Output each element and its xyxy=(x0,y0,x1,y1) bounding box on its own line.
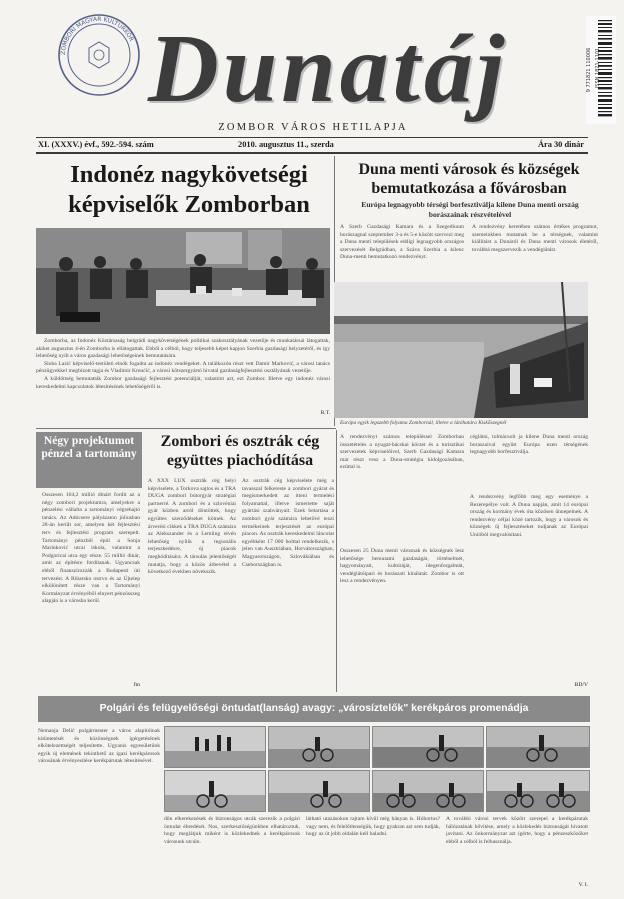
bike-photo-3 xyxy=(372,726,484,768)
article2-col5: céglátni, tolmácsolt ja kilene Duna menti ország boraszaival együtt Európa ezen térségének legnagyobb borfesztiválja. xyxy=(470,434,588,456)
article1-body xyxy=(36,338,330,410)
article5-col4: A további városi tervek között szerepel a kerékpárutak hálózatának bővítése, amely a közlekedés biztonságát hivatott javítani. Az önkormányzat azt ígérte, hogy a pénzeszközöket ebből a célból is felhasználja. xyxy=(446,816,588,845)
bike-photo-2 xyxy=(268,726,370,768)
article2-col2: A rendezvény keretében számos értékes programot, szemeinkben mutatnak be a térségnek, valamint kiállítást a Dunáról és Duna menti városok életéről, továbbá megszervezik a vendéglátást. xyxy=(472,224,598,253)
section-rule xyxy=(36,428,336,429)
bike-photo-4 xyxy=(486,726,590,768)
issn-label: ISSN 1821-1101 xyxy=(595,47,601,89)
masthead-title: Dunatáj xyxy=(148,15,509,123)
barcode-digits: 9 771821 110006 xyxy=(586,47,592,93)
article3-body: Összesen 104,2 millió dinárt fordít az a négy zombori projektumra, amelyekre a pénzelési vállalta a tartományi végrehajtó tanács. Az Adócsere pályázaton júliusban 28-án került sor, amelyen két fejlesztési terv és fejlesztési program szerepelt. Tartományi pénzből épül a Sonja Marinković utcai iskola, valamint a Podgoricai utca egy része. 55 millió dinár, amit az építésre fordítanak. Ugyancsak ebből finanszírozzák a Budapesti úti tervezést. A Ribarsko ostrvo és az Újtelep elkülönített része van a Tartományi Kormányzat érvényéből elnyert pénzösszeg alapján is a városba kerül. xyxy=(42,492,140,605)
article1-paragraph: Sloba Lazić képviselő-testületi elnök fogadta az indonéz vendégeket. A találkozón részt vett Damir Marković, a városi tanács pénzügyekkel megbízott tagja és Vladimir Kreućić, a városi kötszergyártó hivatal gazdaságfejlesztési osztályának vezetője. xyxy=(36,360,330,375)
article2-subhead: Európa legnagyobb térségi borfesztiválja kilene Duna menti ország borászainak részvételével xyxy=(361,200,579,219)
article1-paragraph: Zomborba, az Indonéz Köztársaság belgrádi nagykövetségének politikai szakosztályának vezetője és munkatársai látogattak, akiket augusztus 4-én Zomborba is ellátogattak. Ebből a célból, hogy teljesebb képet kapjon Szerbia gazdasági helyzetéről, és így lehetőség nyílt a város gazdasági lehetőségeinek bemutatására. xyxy=(36,338,330,360)
price: Ára 30 dinár xyxy=(537,140,584,149)
article3-headline: Négy projektumot pénzel a tartomány xyxy=(36,432,142,488)
article5-signature: V. I. xyxy=(578,882,588,888)
article2-photo-caption: Európa egyik legszebb folyama Zombornál, illetve a látóhatára Kiskőszegnél xyxy=(340,420,507,426)
info-bar-bottom-rule xyxy=(36,152,588,154)
article4-col2: Az osztrák cég képviselete még a tavasszal felkereste a zombori gyárat és megismerkedett az itteni termelési folyamattal, illetve ismertette saját gyártási szabványait. Ezek betartása a zombori gyár számára lehetővé teszi termékeinek terjesztését az európai piacon. Az osztrák kereskedelmi láncolat egyébként 17 000 bolttal rendelkezik, s jelen van Ausztriában, Horvátországban, Magyarországon, Szlovákiában és Csehországban is. xyxy=(242,478,334,568)
article5-col1: Nemanja Delić polgármester a város alapítóinak kitüntetését és közönségnek ígérgetésének elkötelezettségét teljesítette. Ugyanis egyesületünk egyik új elemének tekinthető az igazi kerékpárosok városának érvényesítése kerékpárutak létesítésével. xyxy=(38,728,160,765)
article3-box xyxy=(36,432,142,690)
seal-text: ZOMBORI MAGYAR KULTÚRKÖR xyxy=(59,15,135,56)
article2-col1: A Szerb Gazdasági Kamara és a Szegediuum borászagnal szeptember 3-a és 5-e között szervezi meg a Duna menti települések eddigi legnagyobb országos szervezését Belgrádban, a Száva Szerbia a kilenc Duna-menti bemutatkozó rendezvényt. xyxy=(340,224,464,261)
article1-paragraph: A küldöttség bemutatták Zombor gazdasági fejlesztési potenciálját, valamint azt, ezt Zombor. Illetve egy indonéz városi kereskedelmi kapcsolatok létesítésének lehetőségéről is. xyxy=(36,375,330,390)
article4-col1: A XXX LUX osztrák cég helyi képviselete, a Torkova sajtos és a TRA DUGA zombori bútorgyár stratégiai partnerré. A zombori és a szlovéniai gyár közben arról döntöttek, hogy együttes szerződéseket kötnek. Az árverési cikkek a TRA DUGA számára az Alekszander és a Lemling révén lehetőség nyílik a regionális terjeszkedésre, új piacok meghódítására. A társulás jelentőségét mutatja, hogy a közös árbevétel a következő években növekszik. xyxy=(148,478,236,576)
article2-headline: Duna menti városok és községek bemutatkozása a fővárosban xyxy=(358,161,580,197)
article5-col3: látható utazásokon rajtam kívül még hányan is. Hóbortos? vagy nem, és felelőtlenségük, hogy gyakran azt sem tudják, hogy az út jobb oldalán kell haladni. xyxy=(306,816,440,838)
masthead-subtitle: ZOMBOR VÁROS HETILAPJA xyxy=(218,122,408,133)
info-bar-top-rule xyxy=(36,137,588,138)
bike-photo-1 xyxy=(164,726,266,768)
issue-number: XI. (XXXV.) évf., 592.-594. szám xyxy=(38,140,154,149)
article2-col3: A rendezvényt számos településsel Zomborban összetételes a nyugat-bácskai körzet és a turisztikai szervezetek képviselőivel, Szerb Gazdasági Kamara már részt vesz a Duna-stratégia kidolgozásában, ezúttal is. xyxy=(340,434,464,471)
article1-meeting-photo xyxy=(36,228,330,334)
article4-headline: Zombori és osztrák cég együttes piachódítása xyxy=(160,433,320,469)
issue-date: 2010. augusztus 11., szerda xyxy=(238,140,334,149)
barcode xyxy=(586,16,616,124)
article2-col6: A rendezvény legfőbb meg egy eseménye a Rezerepélye volt. A Duna napján, amit 14 európai ország és kormány évek óta közösen ünnepelnek. A rendezvény céljai közé tartozik, hogy a városok és községek új fejlesztéseket tudjanak az Európai Unióból megvalósítani. xyxy=(470,494,588,538)
article3-signature: fm xyxy=(133,682,140,688)
municipal-seal xyxy=(56,12,142,98)
article1-headline: Indonéz nagykövetségi képviselők Zomborban xyxy=(68,161,310,218)
article1-signature: B.T. xyxy=(320,410,330,416)
bike-photo-8 xyxy=(486,770,590,812)
article5-col2: dőn elkerekezések és biztonságos utcák szerezik a polgári öntudat ébredését. Nos, szerkesztőségünkben elhatároztuk, hogy meglátjuk miként is közlekednek a kerékpárosok városunk utcáin. xyxy=(164,816,300,845)
bike-photo-5 xyxy=(164,770,266,812)
article2-danube-photo xyxy=(334,282,588,418)
article2-col4: Összesen 25 Duna menti városnak és községnek lesz lehetősége bemutatni gazdaságát, történelmét, hagyományait, kultúráját, idegenforgalmát, vendéglátóipari és borászati kínálatát. Zombor is ott lesz a rendezvényen. xyxy=(340,548,464,585)
bike-photo-7 xyxy=(372,770,484,812)
article2-signature: BD/V xyxy=(574,682,588,688)
article5-headline: Polgári és felügyelőségi öntudat(lanság) avagy: „városíztelők" kerékpáros promenádja xyxy=(38,696,590,722)
bike-photo-6 xyxy=(268,770,370,812)
column-divider xyxy=(336,430,337,692)
